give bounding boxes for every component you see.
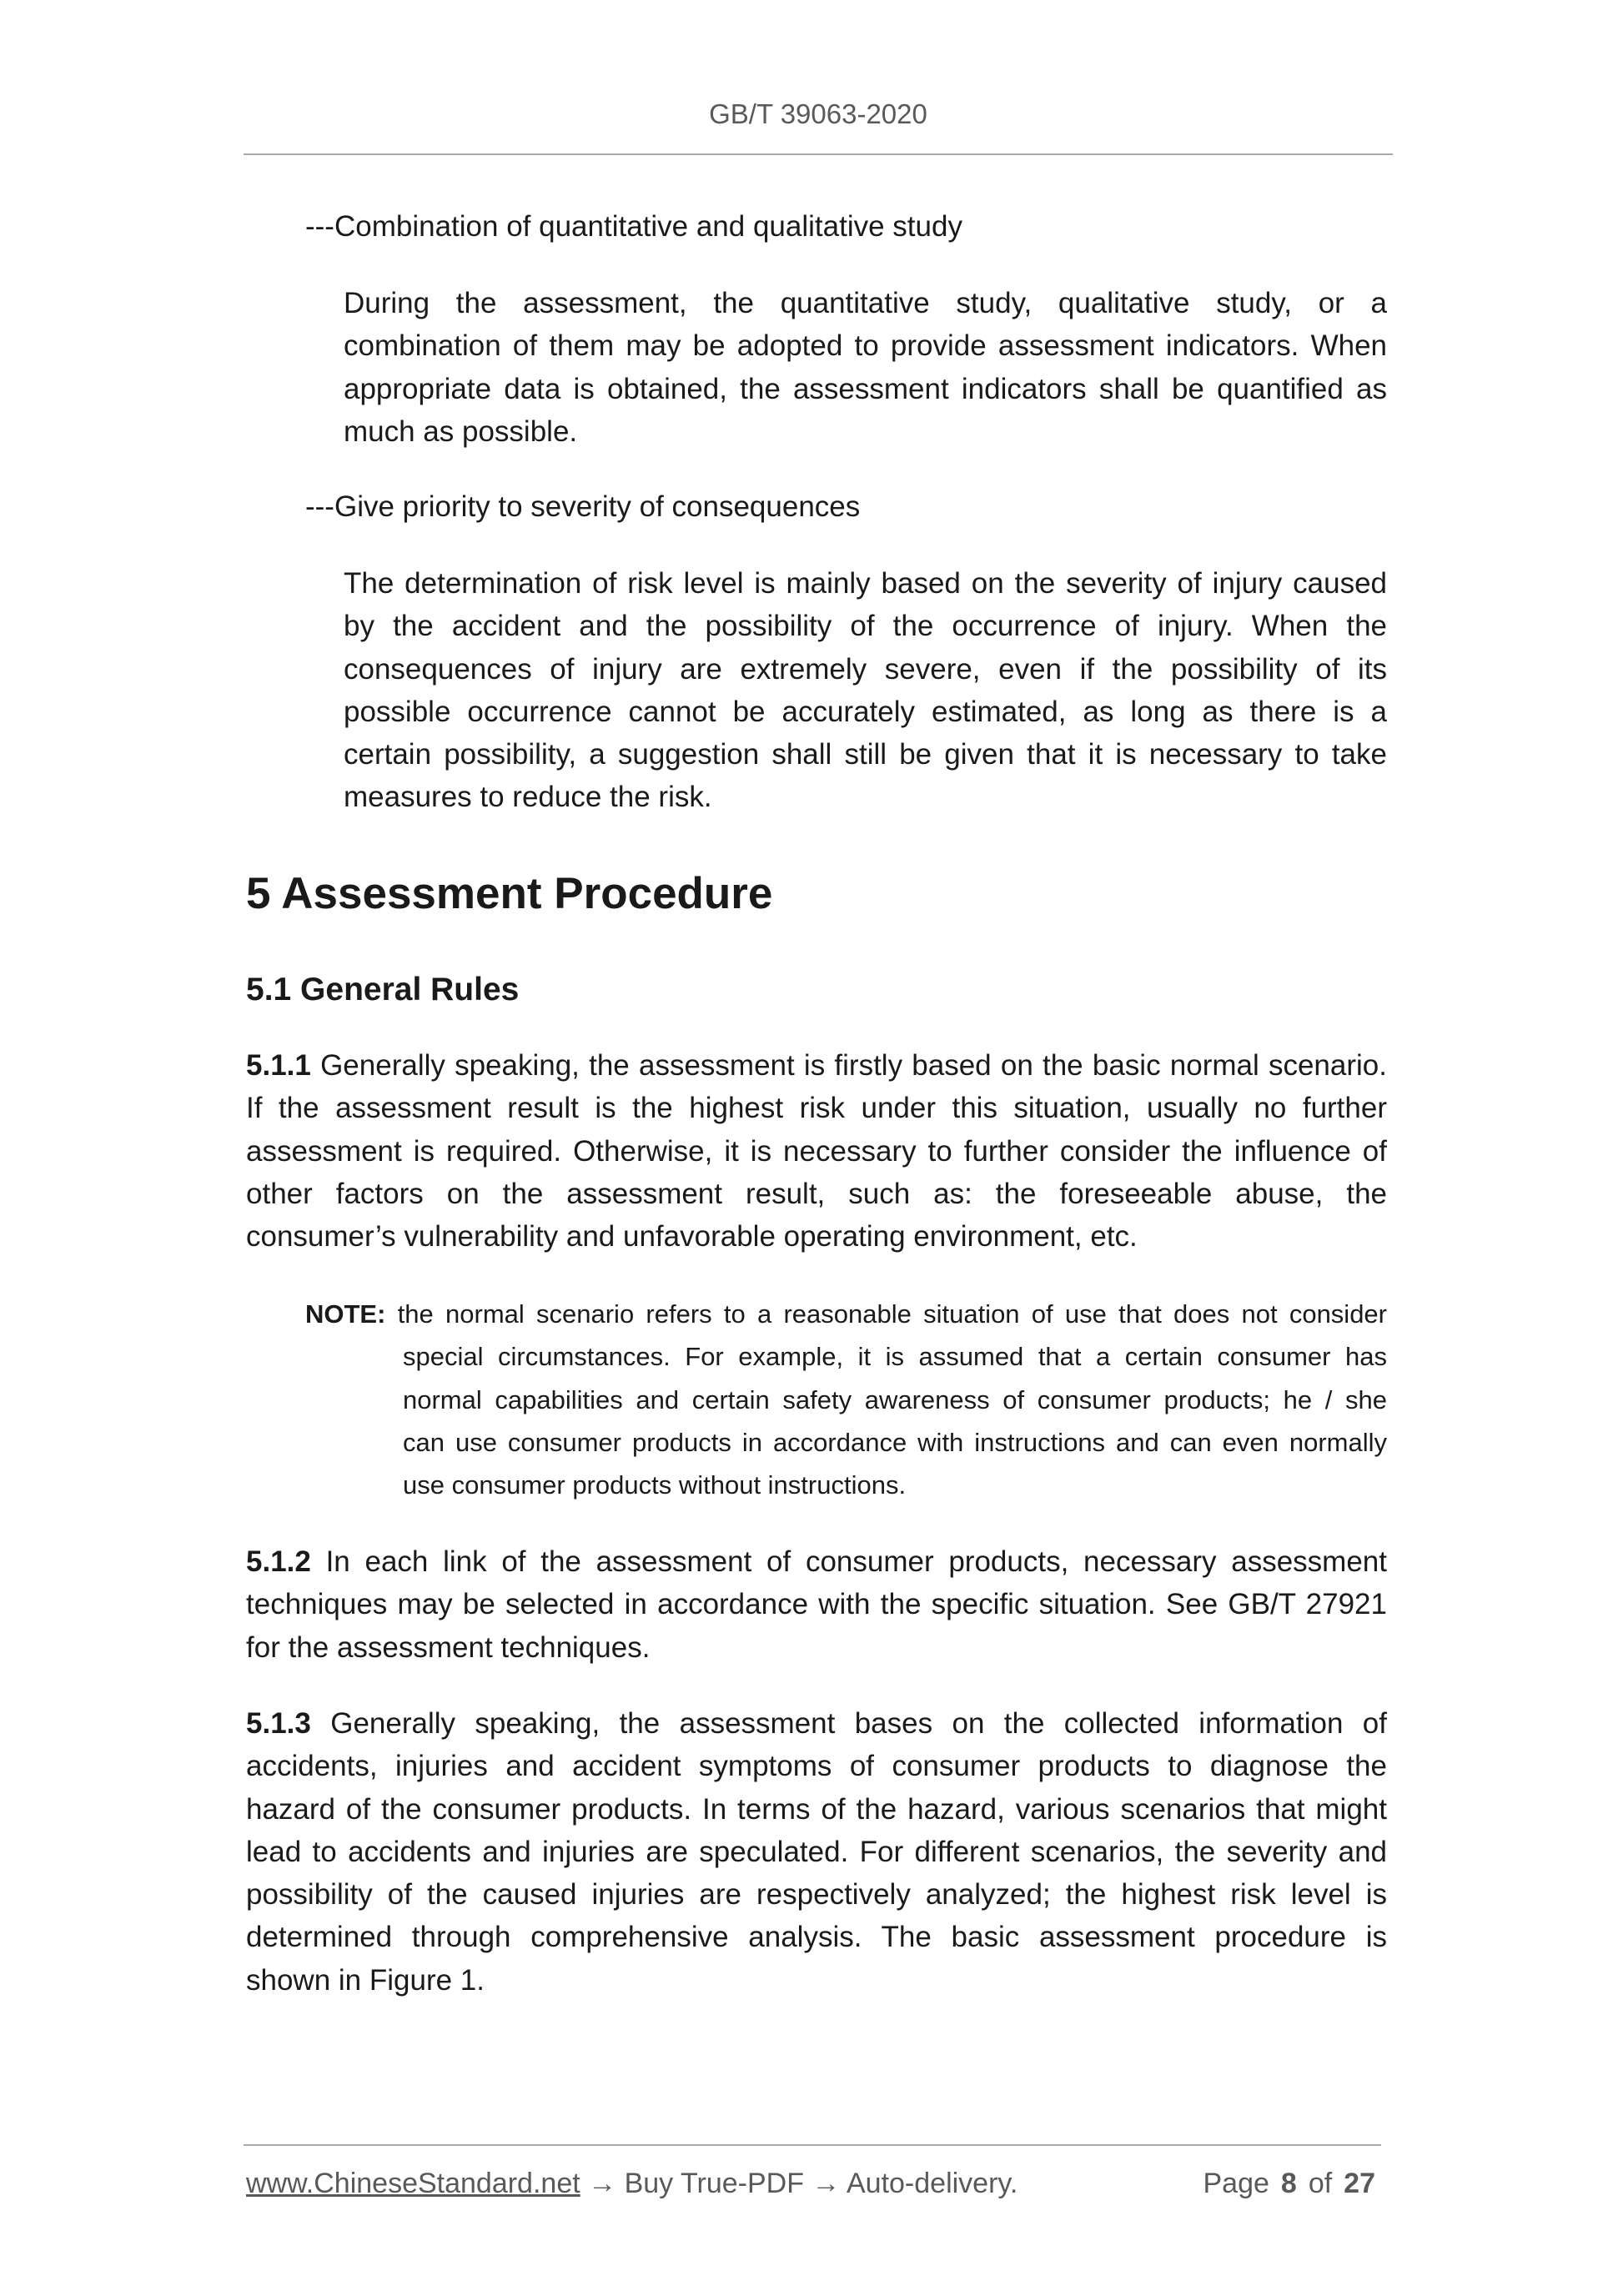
paragraph-line: The determination of risk level is mainly based on the severity of injury caused <box>344 567 1387 600</box>
principle-2-paragraph <box>344 562 1387 819</box>
paragraph-line: hazard of the consumer products. In terms of the hazard, various scenarios that might <box>246 1792 1387 1826</box>
paragraph-line: lead to accidents and injuries are speculated. For different scenarios, the severity and <box>246 1835 1387 1868</box>
header-doc-number: GB/T 39063-2020 <box>709 98 927 129</box>
page-current: 8 <box>1280 2168 1297 2199</box>
note-line: special circumstances. For example, it is assumed that a certain consumer has <box>403 1342 1387 1372</box>
section-heading: 5 Assessment Procedure <box>246 869 773 918</box>
note-line <box>305 1293 1387 1335</box>
footer-page-number <box>1203 2163 1375 2205</box>
paragraph-line: consumer’s vulnerability and unfavorable operating environment, etc. <box>246 1220 1138 1254</box>
paragraph-line <box>246 1702 1387 1745</box>
footer-promo <box>246 2163 1018 2205</box>
clause-5-1-2 <box>246 1540 1387 1669</box>
header-rule <box>244 153 1393 155</box>
paragraph-line: by the accident and the possibility of the occurrence of injury. When the <box>344 610 1387 643</box>
paragraph-line: measures to reduce the risk. <box>344 781 712 814</box>
principle-1-paragraph <box>344 282 1387 453</box>
principle-1-title-text: ---Combination of quantitative and qualitative study <box>305 210 962 243</box>
page-total: 27 <box>1344 2168 1375 2199</box>
clause-5-1-3 <box>246 1702 1387 2002</box>
clause-number: 5.1.2 <box>246 1545 311 1578</box>
paragraph-line: assessment is required. Otherwise, it is necessary to further consider the influence of <box>246 1134 1387 1168</box>
paragraph-line <box>246 1540 1387 1583</box>
principle-2-title <box>305 485 1387 528</box>
paragraph-line: appropriate data is obtained, the assessment indicators shall be quantified as <box>344 372 1387 405</box>
clause-number: 5.1.3 <box>246 1707 311 1740</box>
footer-website-link[interactable]: www.ChineseStandard.net <box>246 2168 580 2199</box>
line-text: Generally speaking, the assessment is firstly based on the basic normal scenario. <box>320 1049 1387 1082</box>
note-line: normal capabilities and certain safety awareness of consumer products; he / she <box>403 1384 1387 1414</box>
paragraph-line: possible occurrence cannot be accurately estimated, as long as there is a <box>344 695 1387 728</box>
paragraph-line: combination of them may be adopted to provide assessment indicators. When <box>344 329 1387 363</box>
footer-tagline: → Buy True-PDF → Auto-delivery. <box>588 2168 1018 2199</box>
clause-5-1-1 <box>246 1044 1387 1258</box>
paragraph-line: During the assessment, the quantitative study, qualitative study, or a <box>344 287 1387 319</box>
note-line: can use consumer products in accordance with instructions and can even normally <box>403 1427 1387 1457</box>
principle-1-title <box>305 205 1387 248</box>
note-line: use consumer products without instructions. <box>403 1470 907 1500</box>
paragraph-line: techniques may be selected in accordance with the specific situation. See GB/T 27921 <box>246 1588 1387 1621</box>
paragraph-line: accidents, injuries and accident symptoms of consumer products to diagnose the <box>246 1750 1387 1783</box>
note-label: NOTE: <box>305 1299 386 1329</box>
paragraph-line: possibility of the caused injuries are respectively analyzed; the highest risk level is <box>246 1878 1387 1912</box>
paragraph-line: other factors on the assessment result, such as: the foreseeable abuse, the <box>246 1177 1387 1210</box>
paragraph-line: much as possible. <box>344 414 578 448</box>
page-of: of <box>1308 2168 1333 2199</box>
page-label: Page <box>1203 2168 1269 2199</box>
paragraph-line: If the assessment result is the highest risk under this situation, usually no further <box>246 1092 1387 1125</box>
line-text: the normal scenario refers to a reasonable situation of use that does not consider <box>397 1299 1387 1329</box>
subsection-heading: 5.1 General Rules <box>246 972 520 1007</box>
paragraph-line: shown in Figure 1. <box>246 1963 485 1997</box>
clause-number: 5.1.1 <box>246 1049 311 1082</box>
line-text: In each link of the assessment of consumer products, necessary assessment <box>325 1545 1387 1578</box>
paragraph-line <box>246 1044 1387 1087</box>
paragraph-line: certain possibility, a suggestion shall still be given that it is necessary to take <box>344 738 1387 771</box>
line-text: Generally speaking, the assessment bases on the collected information of <box>330 1707 1387 1740</box>
paragraph-line: consequences of injury are extremely severe, even if the possibility of its <box>344 652 1387 686</box>
note-block <box>305 1293 1387 1506</box>
footer-rule <box>244 2144 1381 2146</box>
principle-2-title-text: ---Give priority to severity of consequences <box>305 490 861 523</box>
paragraph-line: for the assessment techniques. <box>246 1630 651 1664</box>
paragraph-line: determined through comprehensive analysis. The basic assessment procedure is <box>246 1921 1387 1954</box>
